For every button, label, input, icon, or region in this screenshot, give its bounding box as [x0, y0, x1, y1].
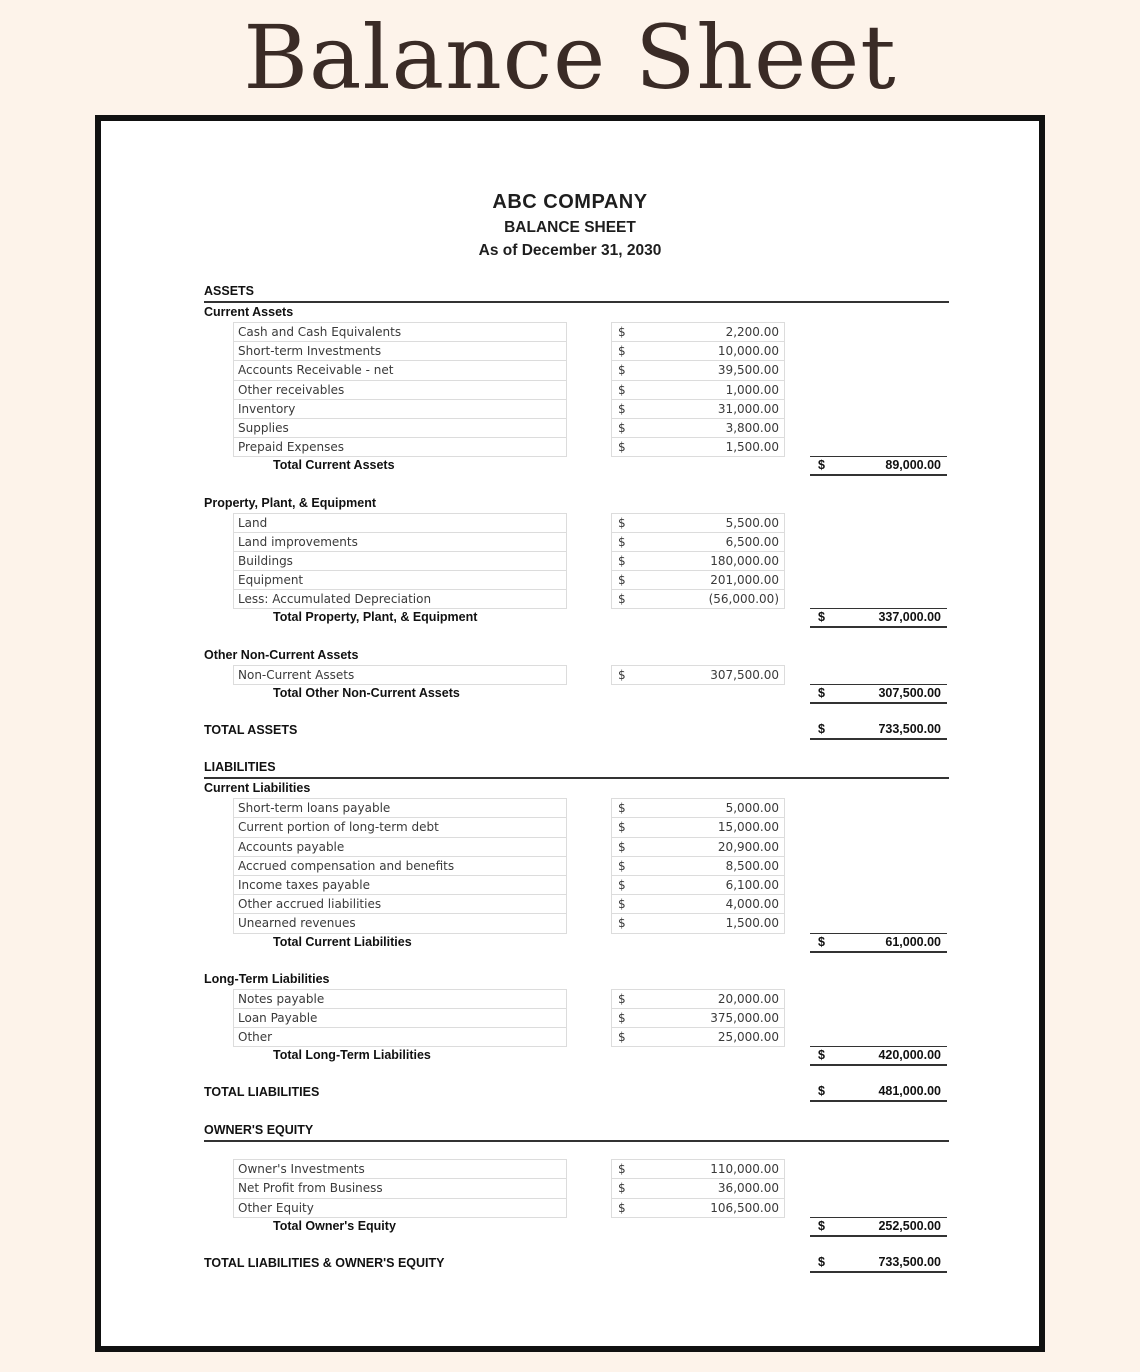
- grand-total-label: TOTAL LIABILITIES: [204, 1085, 320, 1100]
- currency-symbol: $: [618, 897, 626, 912]
- line-item-label: Accounts Receivable - net: [233, 360, 567, 379]
- currency-symbol: $: [618, 839, 626, 854]
- amount-value: 1,500.00: [725, 440, 779, 455]
- line-item-label: Other receivables: [233, 380, 567, 399]
- currency-symbol: $: [818, 1084, 825, 1099]
- line-item: [204, 856, 949, 875]
- amount-value: 106,500.00: [710, 1200, 779, 1215]
- group-total-row: [204, 608, 949, 627]
- amount-value: 337,000.00: [878, 610, 941, 625]
- line-item-label: Accounts payable: [233, 837, 567, 856]
- line-item-label: Current portion of long-term debt: [233, 817, 567, 836]
- line-item-amount: [611, 875, 785, 894]
- line-item-label: Non-Current Assets: [233, 665, 567, 685]
- line-item: [204, 380, 949, 399]
- line-item-label: Accrued compensation and benefits: [233, 856, 567, 875]
- amount-value: 733,500.00: [878, 1254, 941, 1269]
- spacer: [204, 1142, 949, 1160]
- line-item-label: Net Profit from Business: [233, 1178, 567, 1197]
- currency-symbol: $: [618, 877, 626, 892]
- currency-symbol: $: [618, 820, 626, 835]
- line-item-amount: [611, 551, 785, 570]
- line-item-amount: [611, 570, 785, 589]
- amount-value: 307,500.00: [710, 667, 779, 682]
- group-total-label: Total Current Liabilities: [273, 934, 412, 949]
- amount-value: (56,000.00): [708, 592, 779, 607]
- line-item-amount: [611, 322, 785, 341]
- spacer: [204, 1103, 949, 1121]
- currency-symbol: $: [618, 420, 626, 435]
- currency-symbol: $: [618, 440, 626, 455]
- line-item: [204, 1178, 949, 1197]
- line-item-amount: [611, 360, 785, 379]
- line-item: [204, 551, 949, 570]
- spacer: [204, 1236, 949, 1254]
- group-heading: Other Non-Current Assets: [204, 647, 359, 662]
- line-item-amount: [611, 589, 785, 609]
- line-item: [204, 665, 949, 684]
- line-item-amount: [611, 798, 785, 817]
- section-heading: OWNER'S EQUITY: [204, 1121, 949, 1142]
- currency-symbol: $: [618, 991, 626, 1006]
- grand-total-amount: [810, 1083, 947, 1102]
- report-title: BALANCE SHEET: [504, 219, 636, 236]
- group-heading: Current Assets: [204, 305, 294, 319]
- line-item-label: Equipment: [233, 570, 567, 589]
- line-item-label: Owner's Investments: [233, 1159, 567, 1178]
- line-item: [204, 989, 949, 1008]
- line-item: [204, 913, 949, 932]
- line-item-amount: [611, 513, 785, 532]
- line-item-label: Land: [233, 513, 567, 532]
- spacer: [204, 703, 949, 721]
- amount-value: 39,500.00: [717, 363, 779, 378]
- section-heading: LIABILITIES: [204, 758, 949, 779]
- line-item-amount: [611, 894, 785, 913]
- grand-total-label: TOTAL LIABILITIES & OWNER'S EQUITY: [204, 1255, 445, 1270]
- line-item: [204, 418, 949, 437]
- line-item: [204, 532, 949, 551]
- line-item: [204, 1027, 949, 1046]
- line-item-label: Notes payable: [233, 989, 567, 1008]
- currency-symbol: $: [618, 534, 626, 549]
- group-total-row: [204, 1217, 949, 1236]
- group-total-amount: [810, 933, 947, 953]
- line-item-amount: [611, 665, 785, 685]
- line-item-label: Short-term Investments: [233, 341, 567, 360]
- amount-value: 31,000.00: [717, 401, 779, 416]
- line-item-label: Inventory: [233, 399, 567, 418]
- line-item-amount: [611, 532, 785, 551]
- line-item-amount: [611, 856, 785, 875]
- line-item-amount: [611, 399, 785, 418]
- line-item-amount: [611, 380, 785, 399]
- line-item: [204, 570, 949, 589]
- amount-value: 10,000.00: [717, 344, 779, 359]
- amount-value: 36,000.00: [717, 1181, 779, 1196]
- amount-value: 1,500.00: [725, 916, 779, 931]
- currency-symbol: $: [618, 515, 626, 530]
- line-item-label: Other: [233, 1027, 567, 1047]
- currency-symbol: $: [618, 344, 626, 359]
- section-heading: ASSETS: [204, 282, 949, 303]
- amount-value: 420,000.00: [878, 1048, 941, 1063]
- amount-value: 15,000.00: [717, 820, 779, 835]
- currency-symbol: $: [818, 685, 825, 700]
- currency-symbol: $: [818, 458, 825, 473]
- line-item-label: Buildings: [233, 551, 567, 570]
- line-item-amount: [611, 341, 785, 360]
- spacer: [204, 628, 949, 646]
- currency-symbol: $: [618, 1010, 626, 1025]
- line-item-amount: [611, 1178, 785, 1197]
- currency-symbol: $: [818, 1048, 825, 1063]
- line-item-label: Unearned revenues: [233, 913, 567, 933]
- line-item-label: Prepaid Expenses: [233, 437, 567, 457]
- line-item: [204, 1198, 949, 1217]
- group-heading: Current Liabilities: [204, 781, 311, 796]
- currency-symbol: $: [618, 573, 626, 588]
- group-total-label: Total Property, Plant, & Equipment: [273, 610, 478, 625]
- amount-value: 3,800.00: [725, 420, 779, 435]
- line-item-amount: [611, 1159, 785, 1178]
- group-total-label: Total Long-Term Liabilities: [273, 1048, 431, 1063]
- grand-total-row: [204, 1083, 949, 1102]
- company-name: ABC COMPANY: [492, 191, 648, 213]
- line-item: [204, 798, 949, 817]
- group-total-amount: [810, 684, 947, 704]
- grand-total-amount: [810, 721, 947, 740]
- amount-value: 61,000.00: [885, 934, 941, 949]
- spacer: [204, 1273, 949, 1291]
- line-item-amount: [611, 817, 785, 836]
- line-item-label: Loan Payable: [233, 1008, 567, 1027]
- currency-symbol: $: [618, 592, 626, 607]
- currency-symbol: $: [618, 363, 626, 378]
- report-date: As of December 31, 2030: [478, 242, 662, 259]
- group-total-amount: [810, 456, 947, 476]
- currency-symbol: $: [618, 325, 626, 339]
- grand-total-label: TOTAL ASSETS: [204, 723, 298, 737]
- line-item-amount: [611, 913, 785, 933]
- spacer: [204, 1065, 949, 1083]
- line-item: [204, 437, 949, 456]
- line-item-amount: [611, 437, 785, 457]
- group-heading: Long-Term Liabilities: [204, 971, 330, 986]
- amount-value: 110,000.00: [710, 1162, 779, 1177]
- group-total-row: [204, 456, 949, 475]
- amount-value: 6,100.00: [725, 877, 779, 892]
- amount-value: 2,200.00: [725, 325, 779, 339]
- currency-symbol: $: [618, 801, 626, 816]
- currency-symbol: $: [618, 401, 626, 416]
- amount-value: 307,500.00: [878, 685, 941, 700]
- grand-total-row: [204, 721, 949, 740]
- currency-symbol: $: [818, 1254, 825, 1269]
- grand-total-row: [204, 1254, 949, 1273]
- group-heading: Property, Plant, & Equipment: [204, 495, 377, 510]
- line-item-label: Other accrued liabilities: [233, 894, 567, 913]
- line-item: [204, 894, 949, 913]
- amount-value: 252,500.00: [878, 1218, 941, 1233]
- amount-value: 4,000.00: [725, 897, 779, 912]
- line-item: [204, 360, 949, 379]
- group-total-amount: [810, 1217, 947, 1237]
- amount-value: 6,500.00: [725, 534, 779, 549]
- line-item-label: Supplies: [233, 418, 567, 437]
- line-item-label: Income taxes payable: [233, 875, 567, 894]
- currency-symbol: $: [618, 1162, 626, 1177]
- group-total-row: [204, 933, 949, 952]
- spacer: [204, 740, 949, 758]
- line-item: [204, 817, 949, 836]
- line-item: [204, 875, 949, 894]
- group-total-label: Total Current Assets: [273, 458, 395, 473]
- line-item-amount: [611, 1027, 785, 1047]
- currency-symbol: $: [618, 553, 626, 568]
- balance-sheet-document: [95, 115, 1045, 1352]
- line-item-label: Land improvements: [233, 532, 567, 551]
- line-item: [204, 1008, 949, 1027]
- group-total-row: [204, 684, 949, 703]
- line-item-amount: [611, 989, 785, 1008]
- balance-sheet-body: [204, 282, 949, 1291]
- line-item-label: Other Equity: [233, 1198, 567, 1218]
- amount-value: 180,000.00: [710, 553, 779, 568]
- amount-value: 375,000.00: [710, 1010, 779, 1025]
- currency-symbol: $: [618, 382, 626, 397]
- line-item-label: Less: Accumulated Depreciation: [233, 589, 567, 609]
- line-item-label: Short-term loans payable: [233, 798, 567, 817]
- amount-value: 733,500.00: [878, 722, 941, 736]
- currency-symbol: $: [618, 916, 626, 931]
- line-item: [204, 837, 949, 856]
- group-total-amount: [810, 1046, 947, 1066]
- group-total-row: [204, 1046, 949, 1065]
- currency-symbol: $: [818, 934, 825, 949]
- line-item-amount: [611, 1198, 785, 1218]
- group-total-label: Total Owner's Equity: [273, 1218, 396, 1233]
- currency-symbol: $: [818, 1218, 825, 1233]
- line-item-amount: [611, 1008, 785, 1027]
- line-item: [204, 399, 949, 418]
- line-item: [204, 589, 949, 608]
- group-total-amount: [810, 608, 947, 628]
- spacer: [204, 476, 949, 494]
- line-item: [204, 341, 949, 360]
- amount-value: 481,000.00: [878, 1084, 941, 1099]
- amount-value: 201,000.00: [710, 573, 779, 588]
- line-item-amount: [611, 837, 785, 856]
- currency-symbol: $: [618, 667, 626, 682]
- amount-value: 8,500.00: [725, 858, 779, 873]
- line-item: [204, 513, 949, 532]
- banner-title: Balance Sheet: [243, 6, 897, 109]
- line-item: [204, 1159, 949, 1178]
- grand-total-amount: [810, 1254, 947, 1273]
- line-item-amount: [611, 418, 785, 437]
- spacer: [204, 952, 949, 970]
- amount-value: 5,500.00: [725, 515, 779, 530]
- currency-symbol: $: [618, 1030, 626, 1045]
- currency-symbol: $: [618, 1200, 626, 1215]
- amount-value: 25,000.00: [717, 1030, 779, 1045]
- line-item: [204, 322, 949, 341]
- amount-value: 1,000.00: [725, 382, 779, 397]
- amount-value: 20,900.00: [717, 839, 779, 854]
- amount-value: 89,000.00: [885, 458, 941, 473]
- group-total-label: Total Other Non-Current Assets: [273, 685, 460, 700]
- currency-symbol: $: [618, 1181, 626, 1196]
- amount-value: 20,000.00: [717, 991, 779, 1006]
- currency-symbol: $: [618, 858, 626, 873]
- amount-value: 5,000.00: [725, 801, 779, 816]
- line-item-label: Cash and Cash Equivalents: [233, 322, 567, 341]
- currency-symbol: $: [818, 722, 825, 736]
- currency-symbol: $: [818, 610, 825, 625]
